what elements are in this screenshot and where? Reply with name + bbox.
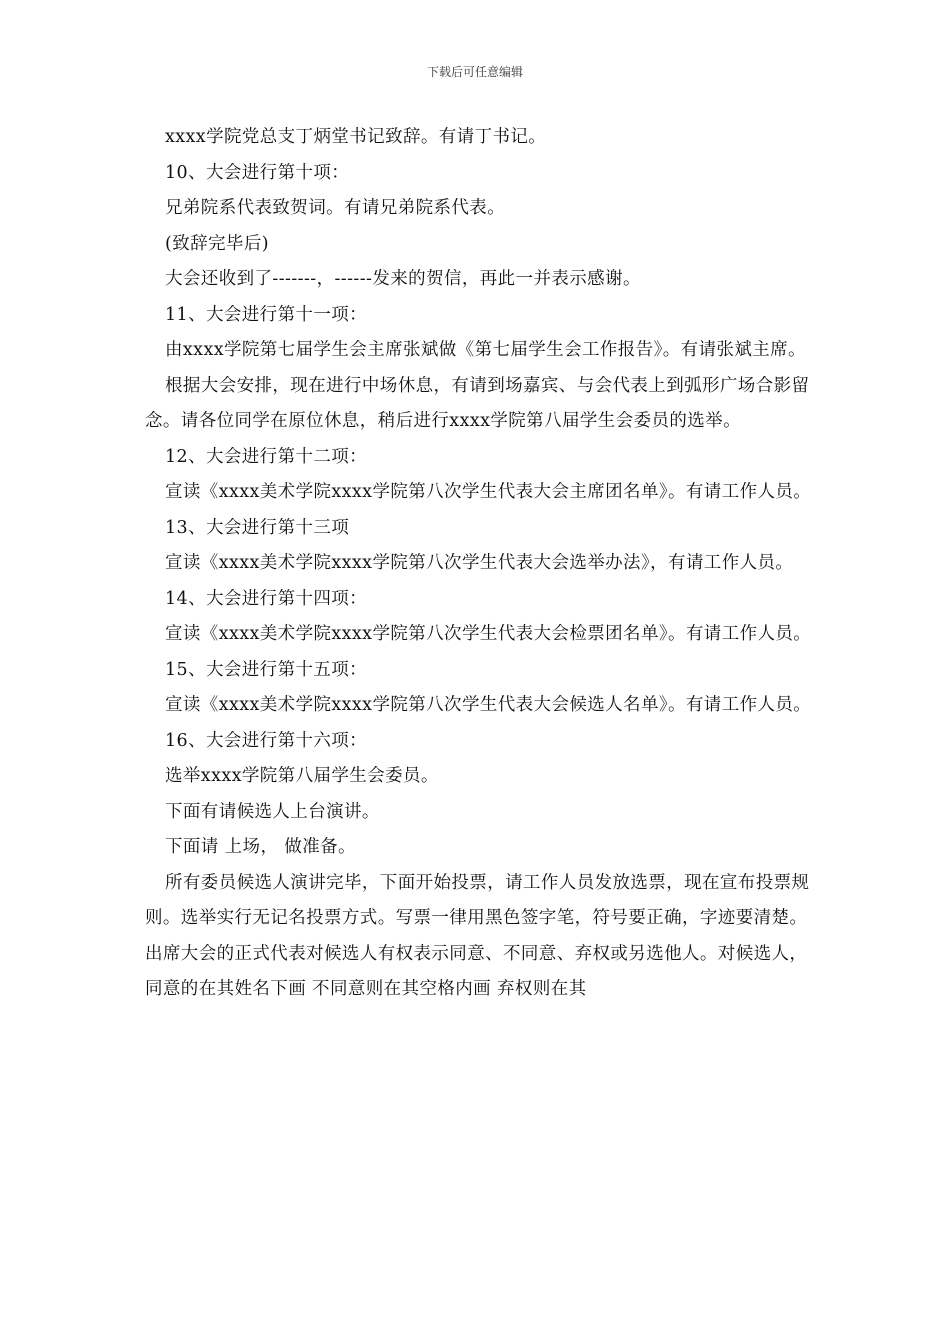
paragraph: 14、大会进行第十四项： bbox=[165, 588, 368, 609]
page-header: 下载后可任意编辑 bbox=[426, 65, 523, 79]
paragraph: 由xxxx学院第七届学生会主席张斌做《第七届学生会工作报告》。有请张斌主席。 bbox=[165, 340, 806, 360]
paragraph: (致辞完毕后) bbox=[165, 233, 269, 254]
paragraph: 15、大会进行第十五项： bbox=[165, 659, 368, 680]
paragraph: 12、大会进行第十二项： bbox=[165, 446, 368, 467]
paragraph: 所有委员候选人演讲完毕，下面开始投票，请工作人员发放选票，现在宣布投票规则。选举实行无记名投票方式。写票一律用黑色签字笔，符号要正确，字迹要清楚。出席大会的正式代表对候选人有权表示同意、不同意、弃权或另选他人。对候选人，同意的在其姓名下画 不同意则在其空格内画 弃权则在其 bbox=[145, 872, 810, 999]
paragraph: 10、大会进行第十项： bbox=[165, 162, 350, 183]
paragraph: 下面有请候选人上台演讲。 bbox=[165, 801, 380, 822]
paragraph: 下面请 上场， 做准备。 bbox=[165, 837, 356, 857]
paragraph: 宣读《xxxx美术学院xxxx学院第八次学生代表大会主席团名单》。有请工作人员。 bbox=[165, 482, 812, 502]
paragraph: 11、大会进行第十一项： bbox=[165, 304, 368, 325]
paragraph: 宣读《xxxx美术学院xxxx学院第八次学生代表大会候选人名单》。有请工作人员。 bbox=[165, 695, 812, 715]
paragraph: xxxx学院党总支丁炳堂书记致辞。有请丁书记。 bbox=[165, 127, 547, 147]
document-body bbox=[145, 120, 815, 1008]
paragraph: 兄弟院系代表致贺词。有请兄弟院系代表。 bbox=[165, 198, 506, 218]
paragraph: 根据大会安排，现在进行中场休息，有请到场嘉宾、与会代表上到弧形广场合影留念。请各位同学在原位休息，稍后进行xxxx学院第八届学生会委员的选举。 bbox=[145, 375, 810, 431]
paragraph: 16、大会进行第十六项： bbox=[165, 730, 368, 751]
paragraph: 宣读《xxxx美术学院xxxx学院第八次学生代表大会检票团名单》。有请工作人员。 bbox=[165, 624, 812, 644]
paragraph: 选举xxxx学院第八届学生会委员。 bbox=[165, 766, 439, 786]
paragraph: 宣读《xxxx美术学院xxxx学院第八次学生代表大会选举办法》，有请工作人员。 bbox=[165, 553, 794, 573]
paragraph: 13、大会进行第十三项 bbox=[165, 517, 350, 538]
paragraph: 大会还收到了-------，------发来的贺信，再此一并表示感谢。 bbox=[165, 269, 641, 289]
